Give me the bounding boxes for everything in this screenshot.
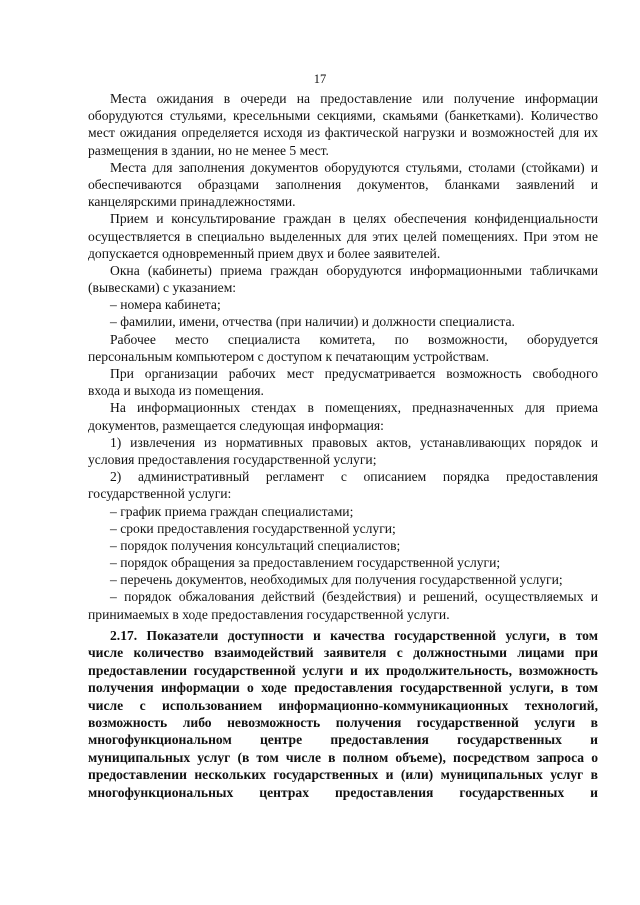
- text-line: – график приема граждан специалистами;: [110, 503, 354, 519]
- text-line: допускается одновременный прием двух и более заявителей.: [88, 245, 441, 261]
- text-line: обеспечиваются образцами заполнения документов, бланками заявлений и: [88, 176, 598, 192]
- text-line: персональным компьютером с доступом к печатающим устройствам.: [88, 348, 490, 364]
- heading-line: числе количество взаимодействий заявителя с должностными лицами при: [88, 645, 598, 661]
- heading-line: 2.17. Показатели доступности и качества государственной услуги, в том: [110, 628, 598, 643]
- text-line: входа и выхода из помещения.: [88, 383, 264, 399]
- text-line: принимаемых в ходе предоставления государственной услуги.: [88, 606, 450, 622]
- text-line: оборудуются стульями, кресельными секциями, скамьями (банкетками). Количество: [88, 108, 598, 124]
- heading-line: многофункциональном центре предоставления государственных и: [88, 732, 598, 748]
- text-line: Места для заполнения документов оборудуются стульями, столами (стойками) и: [110, 159, 598, 175]
- heading-line: предоставлении государственной услуги и их продолжительность, возможность: [88, 662, 598, 678]
- heading-line: многофункциональных центрах предоставления государственных и: [88, 784, 598, 800]
- text-line: 2) административный регламент с описанием порядка предоставления: [110, 469, 598, 485]
- text-line: Рабочее место специалиста комитета, по возможности, оборудуется: [110, 331, 598, 347]
- text-line: – фамилии, имени, отчества (при наличии) и должности специалиста.: [110, 314, 515, 330]
- text-line: – порядок обжалования действий (бездействия) и решений, осуществляемых и: [110, 589, 598, 605]
- heading-line: возможность либо невозможность получения государственной услуги в: [88, 714, 598, 730]
- page-number: 17: [313, 72, 327, 86]
- text-line: – перечень документов, необходимых для получения государственной услуги;: [110, 572, 563, 588]
- text-line: размещения в здании, но не менее 5 мест.: [88, 142, 329, 158]
- text-line: – порядок получения консультаций специалистов;: [110, 537, 401, 553]
- section-heading-2-17: [88, 627, 598, 801]
- text-line: (вывесками) с указанием:: [88, 280, 237, 296]
- text-line: мест ожидания определяется исходя из фактической нагрузки и возможностей для их: [88, 125, 598, 141]
- text-line: канцелярскими принадлежностями.: [88, 194, 296, 210]
- text-line: Прием и консультирование граждан в целях обеспечения конфиденциальности: [110, 211, 598, 227]
- text-line: Места ожидания в очереди на предоставление или получение информации: [110, 91, 598, 106]
- text-line: – номера кабинета;: [110, 297, 221, 313]
- text-line: государственной услуги:: [88, 486, 232, 502]
- heading-line: получения информации о ходе предоставления государственной услуги, в том: [88, 680, 598, 696]
- text-line: При организации рабочих мест предусматривается возможность свободного: [110, 366, 598, 381]
- text-line: – сроки предоставления государственной услуги;: [110, 520, 396, 536]
- heading-line: числе с использованием информационно-коммуникационных технологий,: [88, 697, 598, 713]
- body-text: [88, 90, 598, 623]
- text-line: На информационных стендах в помещениях, предназначенных для приема: [110, 400, 598, 416]
- text-line: 1) извлечения из нормативных правовых актов, устанавливающих порядок и: [110, 434, 598, 450]
- heading-line: предоставлении нескольких государственных и (или) муниципальных услуг в: [88, 767, 598, 783]
- text-line: Окна (кабинеты) приема граждан оборудуются информационными табличками: [110, 262, 598, 278]
- text-line: осуществляется в специально выделенных для этих целей помещениях. При этом не: [88, 228, 598, 244]
- text-line: – порядок обращения за предоставлением государственной услуги;: [110, 555, 501, 571]
- text-line: документов, размещается следующая информация:: [88, 417, 384, 433]
- heading-line: муниципальных услуг (в том числе в полном объеме), посредством запроса о: [88, 749, 598, 765]
- text-line: условия предоставления государственной услуги;: [88, 451, 377, 467]
